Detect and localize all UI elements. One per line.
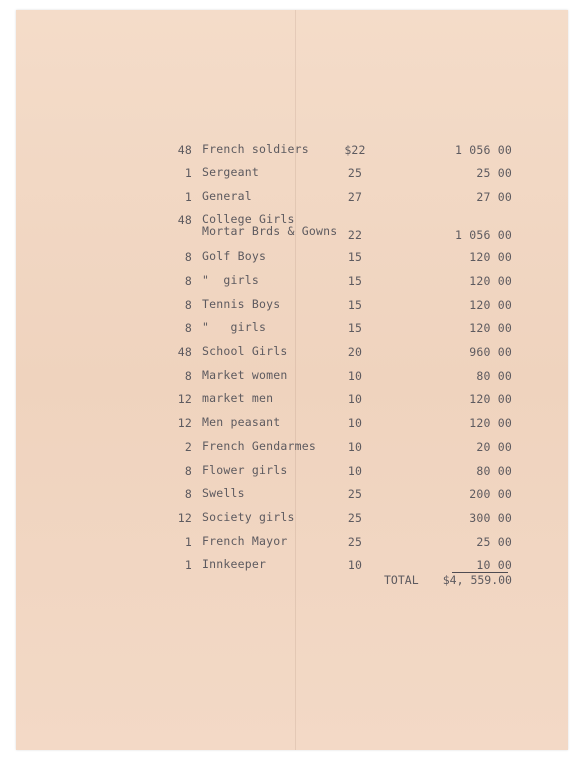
item-quantity: 8	[184, 250, 192, 264]
item-amount: 120 00	[469, 321, 512, 335]
item-quantity: 1	[184, 190, 192, 204]
line-item	[0, 250, 582, 272]
item-rate: 15	[347, 321, 363, 335]
line-item	[0, 274, 582, 296]
item-quantity: 48	[177, 143, 192, 157]
line-item	[0, 321, 582, 343]
item-rate: 25	[347, 535, 363, 549]
item-description: French Gendarmes	[202, 439, 316, 453]
item-quantity: 1	[184, 535, 192, 549]
item-rate: 10	[347, 369, 363, 383]
item-quantity: 8	[184, 464, 192, 478]
item-amount: 960 00	[469, 345, 512, 359]
item-quantity: 48	[177, 213, 192, 227]
line-item	[0, 392, 582, 414]
item-amount: 120 00	[469, 416, 512, 430]
item-rate: $22	[344, 143, 366, 157]
item-quantity: 12	[177, 511, 192, 525]
item-amount: 80 00	[476, 464, 512, 478]
line-item	[0, 464, 582, 486]
item-description: Sergeant	[202, 165, 259, 179]
line-item	[0, 369, 582, 391]
item-description: Men peasant	[202, 415, 281, 429]
item-rate: 25	[347, 166, 363, 180]
line-item	[0, 535, 582, 557]
item-rate: 27	[347, 190, 363, 204]
item-quantity: 12	[177, 392, 192, 406]
item-rate: 20	[347, 345, 363, 359]
item-amount: 120 00	[469, 250, 512, 264]
line-item	[0, 298, 582, 320]
item-description: Society girls	[202, 510, 295, 524]
item-amount: 10 00	[476, 558, 512, 572]
total-value: $4, 559.00	[442, 573, 512, 587]
item-amount: 120 00	[469, 274, 512, 288]
item-rate: 10	[347, 464, 363, 478]
item-quantity: 12	[177, 416, 192, 430]
item-description: " girls	[202, 320, 267, 334]
line-item	[0, 416, 582, 438]
item-description: Tennis Boys	[202, 297, 281, 311]
item-amount: 120 00	[469, 392, 512, 406]
item-rate: 15	[347, 250, 363, 264]
item-rate: 22	[347, 228, 363, 242]
item-rate: 15	[347, 274, 363, 288]
item-description: Swells	[202, 486, 245, 500]
item-rate: 25	[347, 511, 363, 525]
item-rate: 10	[347, 416, 363, 430]
line-item	[0, 440, 582, 462]
item-amount: 80 00	[476, 369, 512, 383]
item-amount: 25 00	[476, 535, 512, 549]
item-amount: 200 00	[469, 487, 512, 501]
item-quantity: 8	[184, 298, 192, 312]
total-label: TOTAL	[384, 573, 419, 587]
item-rate: 10	[347, 440, 363, 454]
item-quantity: 48	[177, 345, 192, 359]
line-item	[0, 511, 582, 533]
item-quantity: 8	[184, 369, 192, 383]
line-item	[0, 190, 582, 212]
item-amount: 120 00	[469, 298, 512, 312]
item-description: " girls	[202, 273, 259, 287]
item-rate: 10	[347, 558, 363, 572]
item-amount: 25 00	[476, 166, 512, 180]
item-description: Innkeeper	[202, 557, 267, 571]
item-quantity: 8	[184, 487, 192, 501]
item-quantity: 8	[184, 321, 192, 335]
item-quantity: 1	[184, 558, 192, 572]
item-description: General	[202, 189, 252, 203]
line-item	[0, 143, 582, 165]
item-quantity: 2	[184, 440, 192, 454]
item-description: Flower girls	[202, 463, 288, 477]
line-item	[0, 345, 582, 367]
item-description: Market women	[202, 368, 288, 382]
item-amount: 1 056 00	[455, 143, 512, 157]
item-description: Golf Boys	[202, 249, 267, 263]
line-item	[0, 166, 582, 188]
item-amount: 20 00	[476, 440, 512, 454]
item-amount: 1 056 00	[455, 228, 512, 242]
item-rate: 25	[347, 487, 363, 501]
item-amount: 300 00	[469, 511, 512, 525]
item-quantity: 8	[184, 274, 192, 288]
line-item	[0, 213, 582, 247]
item-description: French Mayor	[202, 534, 288, 548]
item-description: College Girls Mortar Brds & Gowns	[202, 212, 338, 238]
item-rate: 10	[347, 392, 363, 406]
item-description: School Girls	[202, 344, 288, 358]
item-description: market men	[202, 391, 274, 405]
item-quantity: 1	[184, 166, 192, 180]
item-rate: 15	[347, 298, 363, 312]
item-amount: 27 00	[476, 190, 512, 204]
line-item	[0, 487, 582, 509]
item-description: French soldiers	[202, 142, 309, 156]
